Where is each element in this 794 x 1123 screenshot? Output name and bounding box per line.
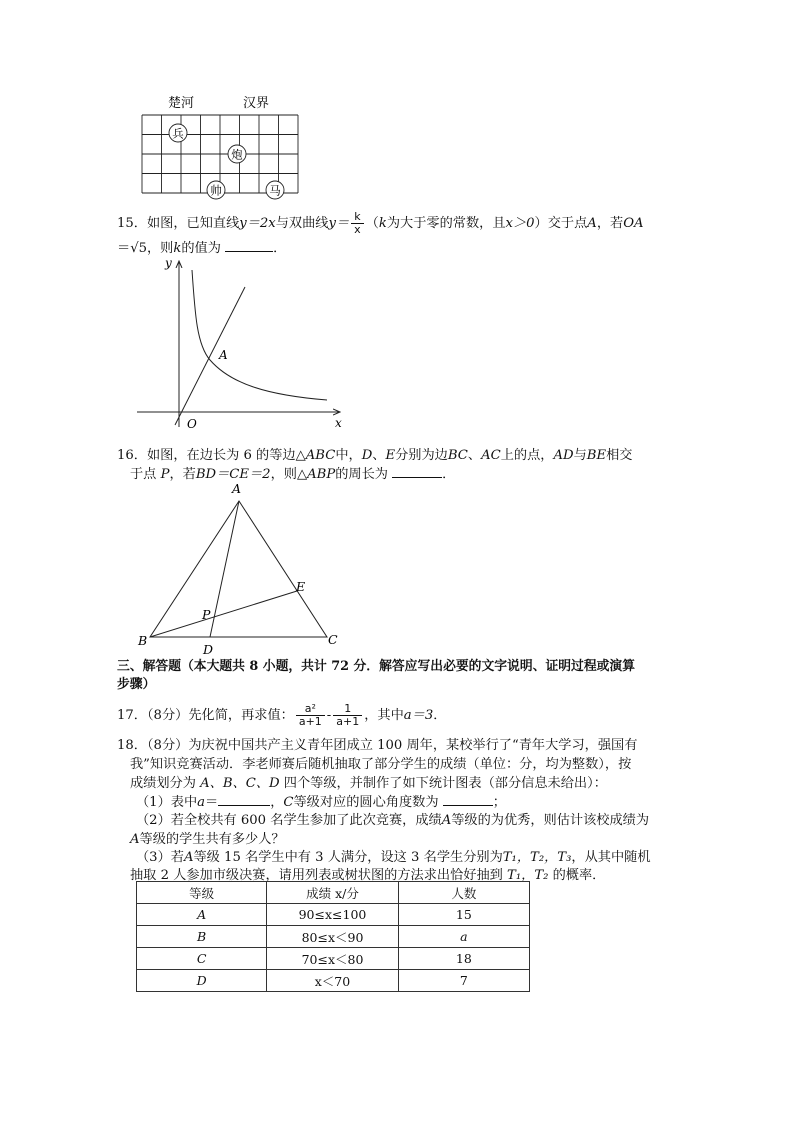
vertex-c-label: C bbox=[328, 632, 338, 647]
y-axis-label: y bbox=[165, 256, 172, 270]
q18-blank-angle bbox=[443, 805, 493, 806]
vertex-b-label: B bbox=[138, 633, 148, 648]
q15-line1: 15．如图，已知直线y＝2x与双曲线y＝ $\frac{k}{x}$ （k为大于零的常数，且x＞0）交于点A，若OA bbox=[117, 210, 644, 236]
x-axis-label: x bbox=[335, 416, 342, 430]
table-header-cell: 成绩 x/分 bbox=[267, 882, 399, 904]
table-cell: 7 bbox=[398, 970, 529, 992]
river-label-right: 汉界 bbox=[243, 96, 270, 111]
segment-be bbox=[150, 591, 297, 637]
table-row bbox=[137, 948, 530, 970]
q18-part2-cont: A等级的学生共有多少人？ bbox=[130, 832, 285, 847]
svg-text:马: 马 bbox=[269, 183, 281, 198]
table-header-cell: 等级 bbox=[137, 882, 267, 904]
q17-fraction-1: $\frac{\text{a²}}{a+1}$ bbox=[296, 703, 325, 728]
piece-pao bbox=[228, 145, 246, 163]
svg-text:炮: 炮 bbox=[231, 147, 243, 162]
triangle-abc bbox=[150, 501, 327, 637]
table-cell: 70≤x＜80 bbox=[267, 948, 399, 970]
point-d-label: D bbox=[203, 642, 214, 656]
chess-board-figure bbox=[130, 90, 310, 200]
table-cell: 18 bbox=[398, 948, 529, 970]
piece-ma bbox=[266, 181, 284, 199]
q18-line2: 我”知识竞赛活动．李老师赛后随机抽取了部分学生的成绩（单位：分，均为整数），按 bbox=[130, 757, 632, 772]
table-row bbox=[137, 904, 530, 926]
section3-heading: 三、解答题（本大题共 8 小题，共计 72 分．解答应写出必要的文字说明、证明过程或演算 bbox=[117, 659, 636, 674]
q18-blank-a bbox=[218, 805, 270, 806]
point-p-label: P bbox=[202, 607, 211, 622]
line-y2x bbox=[175, 287, 245, 425]
table-header-cell: 人数 bbox=[398, 882, 529, 904]
table-cell: x＜70 bbox=[267, 970, 399, 992]
q15-figure bbox=[135, 255, 350, 435]
q18-part2: （2）若全校共有 600 名学生参加了此次竞赛，成绩A等级的为优秀，则估计该校成绩为 bbox=[136, 813, 650, 828]
svg-text:兵: 兵 bbox=[172, 126, 184, 141]
q15-fraction: $\frac{k}{x}$ bbox=[351, 211, 364, 236]
q18-line3: 成绩划分为 A、B、C、D 四个等级，并制作了如下统计图表（部分信息未给出）： bbox=[130, 776, 607, 791]
q16-line2: 于点 P，若BD＝CE＝2，则△ABP的周长为 ． bbox=[130, 467, 456, 482]
section3-heading-cont: 步骤） bbox=[117, 677, 156, 692]
grade-stats-table bbox=[136, 881, 530, 992]
sqrt-five: √5 bbox=[130, 241, 147, 256]
q18-line1: 18．（8分）为庆祝中国共产主义青年团成立 100 周年，某校举行了“青年大学习，强国有 bbox=[117, 738, 638, 753]
table-cell: 80≤x＜90 bbox=[267, 926, 399, 948]
point-e-label: E bbox=[296, 579, 306, 594]
q15-line2: ＝√5，则k的值为 ． bbox=[117, 241, 287, 256]
hyperbola-curve bbox=[192, 270, 327, 400]
q17-fraction-2: $\frac{1}{a+1}$ bbox=[333, 703, 362, 728]
origin-label: O bbox=[187, 417, 197, 431]
svg-text:帅: 帅 bbox=[210, 183, 222, 198]
table-cell: C bbox=[137, 948, 267, 970]
piece-bing bbox=[169, 124, 187, 142]
piece-shuai bbox=[207, 181, 225, 199]
q18-part3: （3）若A等级 15 名学生中有 3 人满分，设这 3 名学生分别为T₁，T₂，T₃，从其中随机 bbox=[136, 850, 651, 865]
table-cell: 15 bbox=[398, 904, 529, 926]
river-label-left: 楚河 bbox=[168, 96, 195, 111]
q18-part1: （1）表中a＝ ，C等级对应的圆心角度数为 ； bbox=[136, 795, 506, 810]
vertex-a-label: A bbox=[232, 481, 242, 496]
table-cell: A bbox=[137, 904, 267, 926]
table-cell: 90≤x≤100 bbox=[267, 904, 399, 926]
table-header-row bbox=[137, 882, 530, 904]
q16-figure bbox=[130, 478, 350, 656]
q16-line1: 16．如图，在边长为 6 的等边△ABC中，D、E分别为边BC、AC上的点，AD与BE相交 bbox=[117, 448, 633, 463]
q18-part3-cont: 抽取 2 人参加市级决赛，请用列表或树状图的方法求出恰好抽到 T₁，T₂ 的概率． bbox=[130, 868, 606, 883]
table-cell: B bbox=[137, 926, 267, 948]
table-cell: a bbox=[398, 926, 529, 948]
q15-answer-blank bbox=[225, 251, 273, 252]
q17-line: 17．（8分）先化简，再求值： $\frac{\text{a²}}{a+1}$ - $\frac{1}{a+1}$ ，其中a＝3． bbox=[117, 702, 447, 728]
q16-answer-blank bbox=[392, 477, 442, 478]
table-cell: D bbox=[137, 970, 267, 992]
point-a-label: A bbox=[219, 348, 228, 362]
table-row bbox=[137, 926, 530, 948]
table-row bbox=[137, 970, 530, 992]
